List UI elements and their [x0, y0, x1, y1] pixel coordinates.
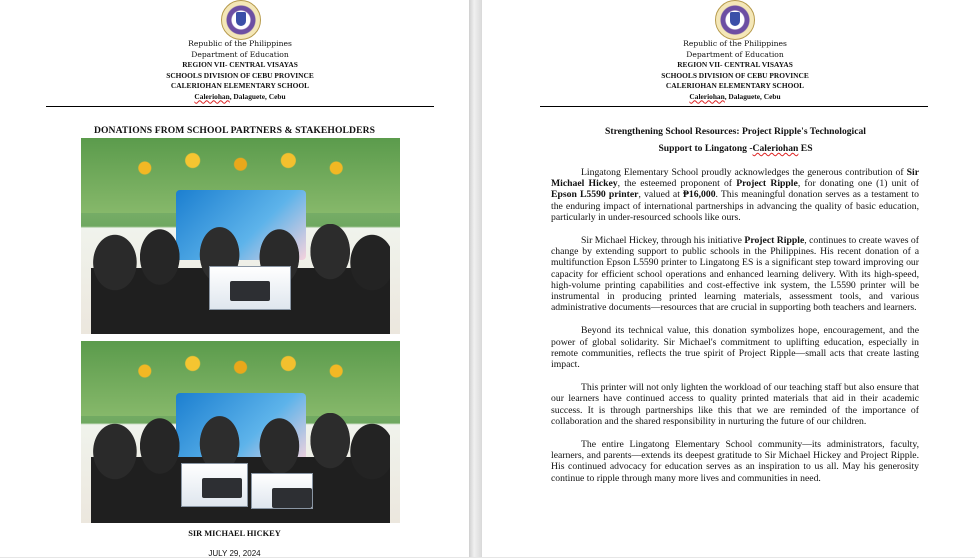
printer-box [209, 266, 291, 310]
school-line: CALERIOHAN ELEMENTARY SCHOOL [170, 81, 310, 90]
school-line: CALERIOHAN ELEMENTARY SCHOOL [665, 81, 805, 90]
article-title-line1: Strengthening School Resources: Project Ripple's Technological [605, 126, 866, 137]
right-letterhead [635, 39, 835, 102]
article-body [551, 167, 919, 496]
region-line: REGION VII- CENTRAL VISAYAS [182, 60, 298, 69]
photo-caption: SIR MICHAEL HICKEY [188, 529, 281, 538]
republic-line: Republic of the Philippines [188, 39, 292, 48]
region-line: REGION VII- CENTRAL VISAYAS [677, 60, 793, 69]
photo-date: JULY 29, 2024 [208, 549, 261, 558]
department-line: Department of Education [686, 49, 784, 59]
donation-photo-2 [81, 341, 400, 523]
right-header-rule [540, 106, 928, 107]
article-paragraph-4: This printer will not only lighten the workload of our teaching staff but also ensure that our learners have continued access to quality printed materials that aid in their academic success. It is through partnerships like this that we are reminded of the importance of collaboration and the shared responsibility in nurturing the future of our children. [551, 382, 920, 427]
left-header-rule [46, 106, 434, 107]
division-line: SCHOOLS DIVISION OF CEBU PROVINCE [661, 70, 809, 80]
division-line: SCHOOLS DIVISION OF CEBU PROVINCE [166, 70, 314, 80]
donations-title: DONATIONS FROM SCHOOL PARTNERS & STAKEHOLDERS [93, 125, 376, 136]
donation-photo-1 [81, 138, 400, 334]
page-gutter [469, 0, 482, 557]
article-paragraph-5: The entire Lingatong Elementary School community—its administrators, faculty, learners, and parents—extends its deepest gratitude to Sir Michael Hickey and Project Ripple. His continued advocacy for education serves as an inspiration to us all. May his generosity continue to ripple through many more lives and communities in need. [551, 439, 919, 484]
article-title-line2: Support to Lingatong -Caleriohan ES [658, 143, 813, 154]
printer-box [181, 463, 248, 507]
deped-seal-icon [221, 0, 261, 40]
article-title [540, 123, 931, 157]
address-line: Caleriohan, Dalaguete, Cebu [194, 91, 286, 101]
address-line: Caleriohan, Dalaguete, Cebu [689, 91, 781, 101]
printer-box [251, 473, 313, 509]
article-paragraph-3: Beyond its technical value, this donation symbolizes hope, encouragement, and the power of global solidarity. Sir Michael's commitment to uplifting education, especially in remote communities, reflects the true spirit of Project Ripple—small acts that create lasting impact. [551, 325, 919, 371]
article-paragraph-1: Lingatong Elementary School proudly acknowledges the generous contribution of Sir Michael Hickey, the esteemed proponent of Project Ripple, for donating one (1) unit of Epson L5590 printer, valued at ₱16,000. This meaningful donation serves as a testament to the enduring impact of international partnerships in advancing the quality of basic education, particularly in under-resourced schools like ours. [551, 167, 919, 223]
left-letterhead [140, 39, 340, 102]
article-paragraph-2: Sir Michael Hickey, through his initiative Project Ripple, continues to create waves of change by extending support to public schools in the Philippines. His recent donation of a multifunction Epson L5590 printer to Lingatong ES is a significant step toward improving our capacity for efficient school operations and enhanced learning delivery. With its high-speed, high-volume printing capabilities and cost-effective ink system, the L5590 printer will be instrumental in producing printed learning materials, assessment tools, and various administrative documents—resources that are crucial in supporting both teachers and learners. [551, 235, 919, 314]
deped-seal-icon [715, 0, 755, 40]
republic-line: Republic of the Philippines [683, 39, 787, 48]
department-line: Department of Education [191, 49, 289, 59]
